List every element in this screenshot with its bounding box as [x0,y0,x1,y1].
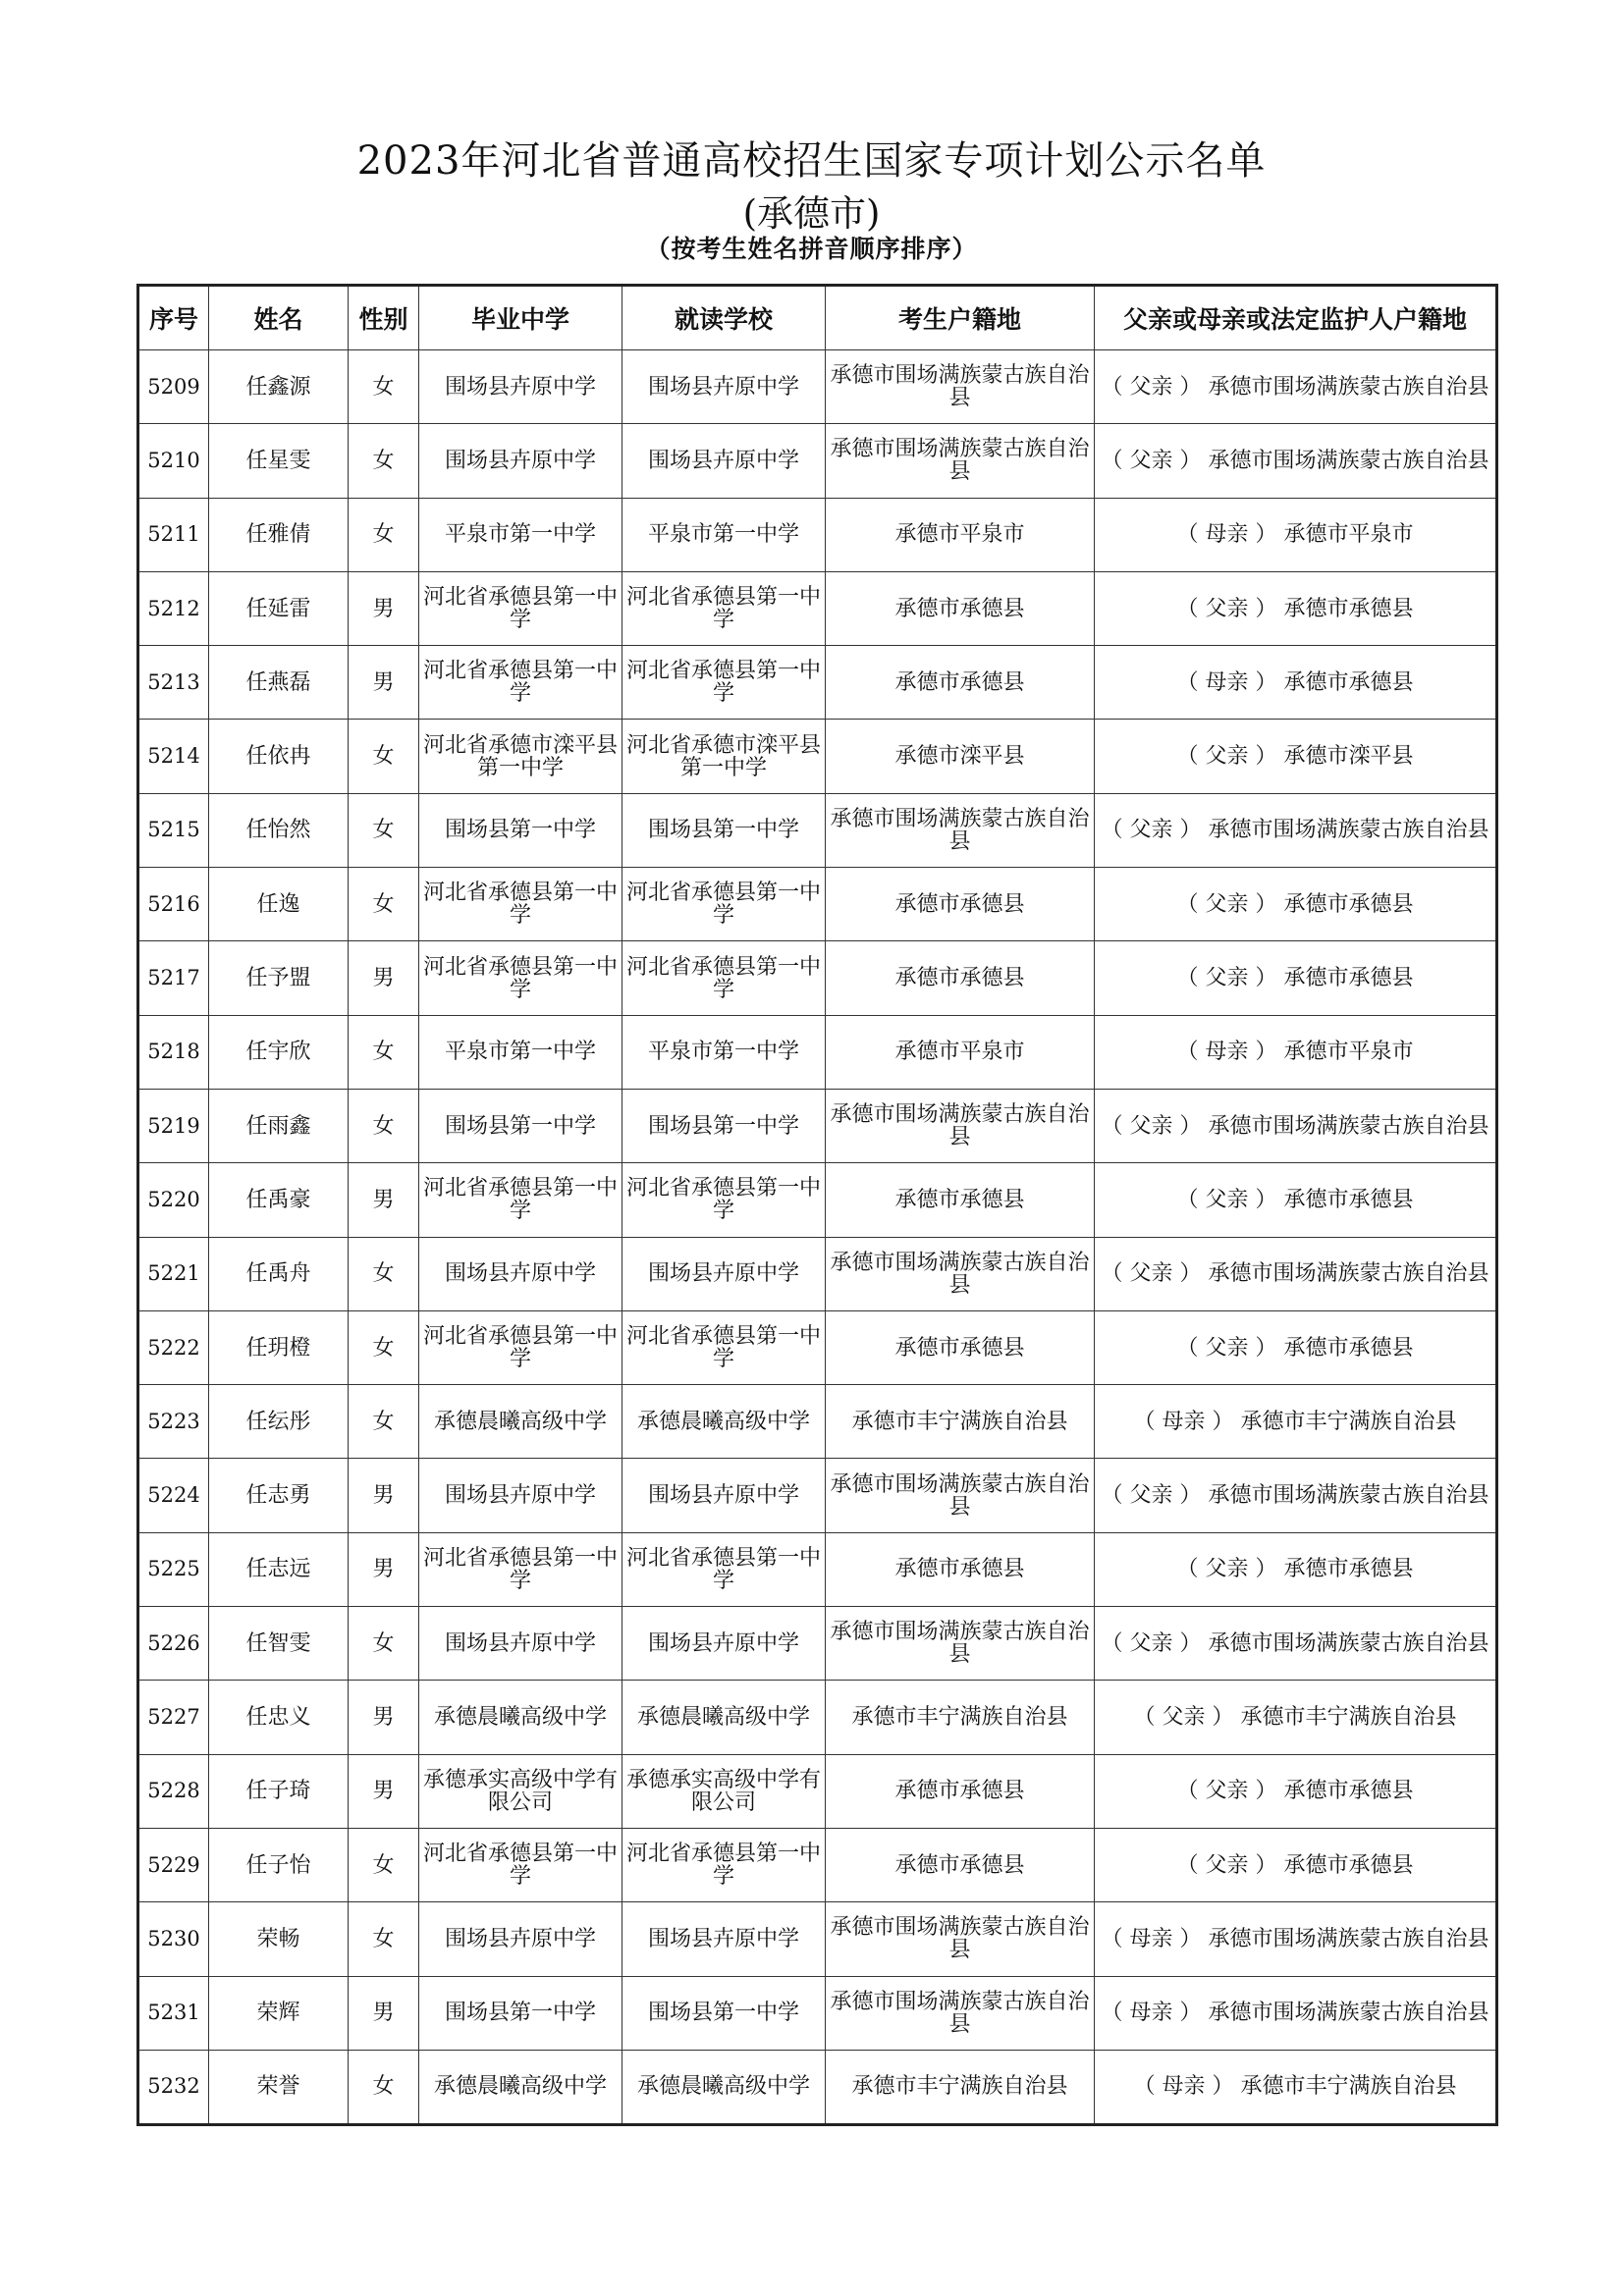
cell-current-school: 河北省承德县第一中学 [622,571,826,645]
page-title: 2023年河北省普通高校招生国家专项计划公示名单 [356,138,1267,184]
cell-seq: 5209 [138,350,209,424]
cell-seq: 5222 [138,1310,209,1384]
cell-current-school: 围场县卉原中学 [622,1607,826,1681]
cell-sex: 女 [349,1607,419,1681]
cell-seq: 5213 [138,646,209,720]
cell-name: 任子琦 [209,1754,349,1828]
cell-sex: 女 [349,424,419,498]
cell-sex: 男 [349,646,419,720]
cell-guardian-household: （ 母亲 ） 承德市平泉市 [1095,498,1497,571]
cell-current-school: 河北省承德县第一中学 [622,1532,826,1606]
cell-current-school: 河北省承德县第一中学 [622,941,826,1015]
header-seq: 序号 [138,286,209,350]
cell-sex: 男 [349,1681,419,1754]
table-row [138,1828,1497,1901]
cell-guardian-household: （ 父亲 ） 承德市围场满族蒙古族自治县 [1095,424,1497,498]
cell-grad-school: 河北省承德县第一中学 [419,868,622,941]
cell-household: 承德市承德县 [826,1163,1095,1237]
cell-grad-school: 河北省承德县第一中学 [419,571,622,645]
cell-guardian-household: （ 父亲 ） 承德市承德县 [1095,571,1497,645]
cell-sex: 女 [349,350,419,424]
cell-current-school: 承德承实高级中学有限公司 [622,1754,826,1828]
header-grad-school: 毕业中学 [419,286,622,350]
cell-seq: 5220 [138,1163,209,1237]
cell-guardian-household: （ 父亲 ） 承德市承德县 [1095,1754,1497,1828]
cell-sex: 女 [349,1015,419,1089]
sort-note: （按考生姓名拼音顺序排序） [645,235,978,263]
cell-sex: 男 [349,1163,419,1237]
roster-table [136,284,1498,2126]
header-guardian-household: 父亲或母亲或法定监护人户籍地 [1095,286,1497,350]
cell-sex: 男 [349,1459,419,1532]
table-row [138,498,1497,571]
cell-household: 承德市承德县 [826,1310,1095,1384]
table-row [138,571,1497,645]
cell-household: 承德市围场满族蒙古族自治县 [826,1237,1095,1310]
cell-guardian-household: （ 父亲 ） 承德市围场满族蒙古族自治县 [1095,793,1497,867]
cell-guardian-household: （ 父亲 ） 承德市围场满族蒙古族自治县 [1095,1459,1497,1532]
cell-seq: 5226 [138,1607,209,1681]
cell-name: 任雨鑫 [209,1089,349,1162]
cell-name: 任忠义 [209,1681,349,1754]
cell-seq: 5214 [138,720,209,793]
header-household: 考生户籍地 [826,286,1095,350]
cell-current-school: 围场县第一中学 [622,793,826,867]
cell-sex: 女 [349,720,419,793]
table-row [138,1902,1497,1976]
cell-grad-school: 河北省承德县第一中学 [419,1828,622,1901]
cell-guardian-household: （ 母亲 ） 承德市围场满族蒙古族自治县 [1095,1902,1497,1976]
cell-household: 承德市围场满族蒙古族自治县 [826,350,1095,424]
cell-grad-school: 承德晨曦高级中学 [419,1681,622,1754]
table-row [138,1385,1497,1459]
cell-seq: 5212 [138,571,209,645]
cell-name: 任智雯 [209,1607,349,1681]
cell-seq: 5229 [138,1828,209,1901]
cell-sex: 女 [349,1310,419,1384]
cell-grad-school: 围场县卉原中学 [419,424,622,498]
cell-seq: 5227 [138,1681,209,1754]
cell-current-school: 河北省承德县第一中学 [622,646,826,720]
cell-grad-school: 围场县第一中学 [419,1976,622,2050]
cell-current-school: 围场县卉原中学 [622,424,826,498]
cell-name: 任志远 [209,1532,349,1606]
cell-current-school: 围场县卉原中学 [622,1459,826,1532]
cell-guardian-household: （ 母亲 ） 承德市围场满族蒙古族自治县 [1095,1976,1497,2050]
cell-grad-school: 承德晨曦高级中学 [419,1385,622,1459]
cell-grad-school: 围场县卉原中学 [419,1607,622,1681]
cell-guardian-household: （ 父亲 ） 承德市承德县 [1095,1163,1497,1237]
cell-seq: 5215 [138,793,209,867]
table-row [138,1976,1497,2050]
cell-name: 任纭彤 [209,1385,349,1459]
cell-guardian-household: （ 父亲 ） 承德市围场满族蒙古族自治县 [1095,1237,1497,1310]
cell-seq: 5221 [138,1237,209,1310]
cell-household: 承德市平泉市 [826,498,1095,571]
table-row [138,1163,1497,1237]
table-row [138,793,1497,867]
table-row [138,1310,1497,1384]
table-row [138,350,1497,424]
cell-sex: 女 [349,498,419,571]
cell-sex: 男 [349,1976,419,2050]
cell-name: 任志勇 [209,1459,349,1532]
cell-household: 承德市围场满族蒙古族自治县 [826,1902,1095,1976]
cell-household: 承德市围场满族蒙古族自治县 [826,1089,1095,1162]
cell-sex: 女 [349,1828,419,1901]
cell-name: 任玥橙 [209,1310,349,1384]
table-row [138,1459,1497,1532]
cell-guardian-household: （ 父亲 ） 承德市承德县 [1095,941,1497,1015]
cell-household: 承德市丰宁满族自治县 [826,1681,1095,1754]
cell-name: 任子怡 [209,1828,349,1901]
header-name: 姓名 [209,286,349,350]
cell-seq: 5210 [138,424,209,498]
cell-grad-school: 河北省承德县第一中学 [419,1310,622,1384]
cell-grad-school: 平泉市第一中学 [419,498,622,571]
cell-name: 任燕磊 [209,646,349,720]
table-header-row [138,286,1497,350]
cell-seq: 5228 [138,1754,209,1828]
cell-seq: 5216 [138,868,209,941]
header-sex: 性别 [349,286,419,350]
cell-household: 承德市丰宁满族自治县 [826,2050,1095,2124]
cell-guardian-household: （ 父亲 ） 承德市围场满族蒙古族自治县 [1095,1089,1497,1162]
table-row [138,424,1497,498]
table-row [138,1015,1497,1089]
cell-grad-school: 围场县卉原中学 [419,1237,622,1310]
cell-name: 任禹豪 [209,1163,349,1237]
cell-name: 任延雷 [209,571,349,645]
cell-grad-school: 河北省承德县第一中学 [419,941,622,1015]
cell-name: 任宇欣 [209,1015,349,1089]
table-row [138,1607,1497,1681]
table-row [138,868,1497,941]
cell-household: 承德市承德县 [826,868,1095,941]
cell-seq: 5230 [138,1902,209,1976]
cell-seq: 5211 [138,498,209,571]
cell-household: 承德市丰宁满族自治县 [826,1385,1095,1459]
cell-grad-school: 围场县卉原中学 [419,350,622,424]
cell-grad-school: 围场县第一中学 [419,1089,622,1162]
cell-current-school: 围场县第一中学 [622,1976,826,2050]
table-row [138,2050,1497,2124]
table-row [138,1089,1497,1162]
cell-sex: 男 [349,1532,419,1606]
table-row [138,646,1497,720]
cell-current-school: 河北省承德县第一中学 [622,1310,826,1384]
cell-seq: 5223 [138,1385,209,1459]
cell-sex: 女 [349,793,419,867]
cell-name: 任鑫源 [209,350,349,424]
cell-sex: 女 [349,1385,419,1459]
cell-seq: 5232 [138,2050,209,2124]
cell-seq: 5231 [138,1976,209,2050]
cell-grad-school: 河北省承德县第一中学 [419,646,622,720]
table-row [138,720,1497,793]
table-row [138,1754,1497,1828]
cell-seq: 5224 [138,1459,209,1532]
cell-grad-school: 承德承实高级中学有限公司 [419,1754,622,1828]
cell-household: 承德市滦平县 [826,720,1095,793]
cell-grad-school: 河北省承德县第一中学 [419,1163,622,1237]
cell-household: 承德市围场满族蒙古族自治县 [826,1459,1095,1532]
cell-household: 承德市承德县 [826,1532,1095,1606]
cell-sex: 女 [349,1902,419,1976]
cell-name: 任雅倩 [209,498,349,571]
cell-guardian-household: （ 父亲 ） 承德市丰宁满族自治县 [1095,1681,1497,1754]
cell-name: 任逸 [209,868,349,941]
cell-grad-school: 承德晨曦高级中学 [419,2050,622,2124]
cell-guardian-household: （ 父亲 ） 承德市承德县 [1095,868,1497,941]
cell-name: 荣畅 [209,1902,349,1976]
cell-household: 承德市承德县 [826,941,1095,1015]
cell-guardian-household: （ 父亲 ） 承德市滦平县 [1095,720,1497,793]
cell-grad-school: 围场县第一中学 [419,793,622,867]
cell-grad-school: 围场县卉原中学 [419,1459,622,1532]
cell-name: 任星雯 [209,424,349,498]
page-subtitle: (承德市) [742,192,881,235]
cell-household: 承德市承德县 [826,646,1095,720]
cell-current-school: 承德晨曦高级中学 [622,2050,826,2124]
cell-seq: 5219 [138,1089,209,1162]
cell-seq: 5225 [138,1532,209,1606]
cell-name: 荣誉 [209,2050,349,2124]
cell-current-school: 围场县卉原中学 [622,1902,826,1976]
cell-household: 承德市承德县 [826,571,1095,645]
header-current-school: 就读学校 [622,286,826,350]
cell-guardian-household: （ 母亲 ） 承德市丰宁满族自治县 [1095,1385,1497,1459]
cell-grad-school: 平泉市第一中学 [419,1015,622,1089]
cell-sex: 男 [349,571,419,645]
cell-household: 承德市平泉市 [826,1015,1095,1089]
cell-household: 承德市围场满族蒙古族自治县 [826,424,1095,498]
cell-household: 承德市围场满族蒙古族自治县 [826,793,1095,867]
cell-current-school: 平泉市第一中学 [622,498,826,571]
table-row [138,1532,1497,1606]
cell-name: 任予盟 [209,941,349,1015]
table-row [138,941,1497,1015]
cell-sex: 男 [349,1754,419,1828]
cell-seq: 5217 [138,941,209,1015]
cell-name: 任怡然 [209,793,349,867]
cell-household: 承德市承德县 [826,1754,1095,1828]
cell-guardian-household: （ 母亲 ） 承德市平泉市 [1095,1015,1497,1089]
cell-grad-school: 河北省承德市滦平县第一中学 [419,720,622,793]
cell-household: 承德市承德县 [826,1828,1095,1901]
cell-guardian-household: （ 父亲 ） 承德市围场满族蒙古族自治县 [1095,1607,1497,1681]
cell-current-school: 河北省承德市滦平县第一中学 [622,720,826,793]
cell-seq: 5218 [138,1015,209,1089]
cell-grad-school: 河北省承德县第一中学 [419,1532,622,1606]
cell-guardian-household: （ 母亲 ） 承德市承德县 [1095,646,1497,720]
cell-guardian-household: （ 父亲 ） 承德市承德县 [1095,1310,1497,1384]
cell-current-school: 河北省承德县第一中学 [622,1163,826,1237]
cell-sex: 女 [349,1237,419,1310]
cell-current-school: 河北省承德县第一中学 [622,1828,826,1901]
cell-current-school: 围场县第一中学 [622,1089,826,1162]
cell-sex: 女 [349,1089,419,1162]
cell-current-school: 承德晨曦高级中学 [622,1385,826,1459]
table-row [138,1237,1497,1310]
cell-name: 任依冉 [209,720,349,793]
cell-household: 承德市围场满族蒙古族自治县 [826,1976,1095,2050]
cell-current-school: 围场县卉原中学 [622,350,826,424]
cell-grad-school: 围场县卉原中学 [419,1902,622,1976]
cell-current-school: 承德晨曦高级中学 [622,1681,826,1754]
cell-sex: 男 [349,941,419,1015]
cell-guardian-household: （ 母亲 ） 承德市丰宁满族自治县 [1095,2050,1497,2124]
cell-current-school: 河北省承德县第一中学 [622,868,826,941]
cell-name: 荣辉 [209,1976,349,2050]
cell-guardian-household: （ 父亲 ） 承德市围场满族蒙古族自治县 [1095,350,1497,424]
cell-guardian-household: （ 父亲 ） 承德市承德县 [1095,1532,1497,1606]
cell-household: 承德市围场满族蒙古族自治县 [826,1607,1095,1681]
cell-current-school: 围场县卉原中学 [622,1237,826,1310]
cell-name: 任禹舟 [209,1237,349,1310]
cell-guardian-household: （ 父亲 ） 承德市承德县 [1095,1828,1497,1901]
cell-sex: 女 [349,2050,419,2124]
cell-sex: 女 [349,868,419,941]
table-row [138,1681,1497,1754]
cell-current-school: 平泉市第一中学 [622,1015,826,1089]
